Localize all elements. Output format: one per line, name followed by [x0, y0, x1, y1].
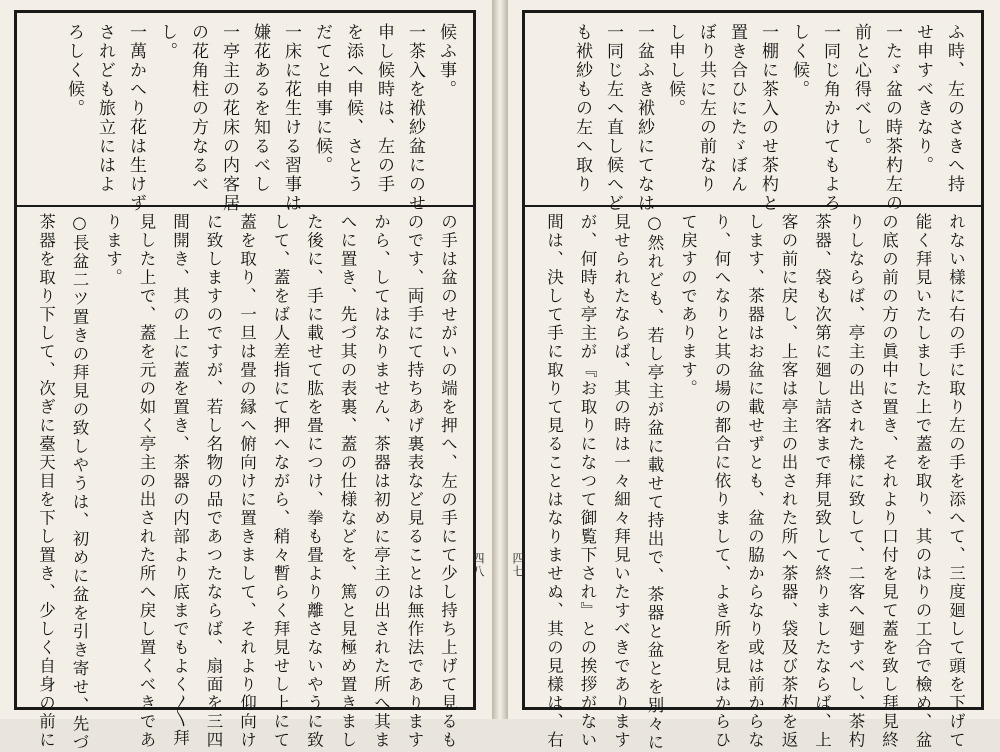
left-bottom-column: ○長盆二ツ置きの拜見の致しやうは、初めに盆を引き寄せ、先づ [70, 213, 89, 752]
right-bottom-column: ○然れども、若し亭主が盆に載せて持出で、茶器と盆とを別々に [645, 213, 664, 752]
right-bottom-column: 茶器、袋も次第に廻し詰客まで拜見致して終りましたならば、上 [812, 213, 832, 750]
right-page-divider [525, 205, 981, 207]
left-top-column: 候ふ事。 [436, 23, 456, 99]
left-top-column: 一亭主の花床の内客居 [219, 23, 239, 213]
left-bottom-column: の手は盆のせがいの端を押へ、左の手にて少し持ち上げて見るも [438, 213, 458, 750]
right-bottom-column: 間は、決して手に取りて見ることはなりませぬ、其の見樣は、右 [544, 213, 564, 750]
left-page [0, 0, 492, 752]
left-bottom-column: のです、両手にて持ちあげ裏表など見ることは無作法であります [405, 213, 424, 750]
left-top-column: だてと申事に候。 [312, 23, 332, 175]
left-top-column: を添へ申候、さとう [343, 23, 363, 194]
right-page [508, 0, 1000, 752]
left-top-column: 一萬かへり花は生けず [126, 23, 146, 213]
right-top-column: 一棚に茶入のせ茶杓と [758, 23, 778, 213]
right-top-column: 一同じ角かけてもよろ [820, 23, 840, 213]
left-top-column: 一床に花生ける習事は [281, 23, 301, 213]
right-bottom-column: 見せられたならば、其の時は一々細々拜見いたすべきであります [611, 213, 631, 750]
right-top-column: しく候。 [789, 23, 809, 99]
left-top-column: の花角柱の方なるべ [188, 23, 208, 194]
right-bottom-column: します、茶器はお盆に載せずとも、盆の脇からなり或は前からな [745, 213, 765, 750]
right-page-number: 四七 [511, 552, 525, 578]
right-top-column: 置き合ひにたゞぼん [727, 23, 747, 194]
right-bottom-column: 能く拜見いたしました上で蓋を取り、其のはりの工合で檢め、盆 [913, 213, 932, 750]
right-top-column: 前と心得べし。 [851, 23, 871, 156]
left-page-number: 四八 [471, 552, 485, 578]
right-bottom-column: の底の前の方の眞中に置き、それより口付を見て蓋を致し拜見終 [879, 213, 899, 750]
left-bottom-column: 茶器を取り下して、次ぎに臺天目を下し置き、少しく自身の前に [36, 213, 56, 750]
left-bottom-column: た後に、手に載せて肱を畳につけ、拳も畳より離さないやうに致 [304, 213, 324, 750]
left-bottom-column: ります。 [103, 213, 123, 287]
right-top-column: 一盆ふき袱紗にてなは [634, 23, 654, 213]
right-page-frame [522, 10, 984, 752]
left-bottom-column: へに置き、先づ其の表裏、蓋の仕様などを、篤と見極め置きまし [338, 213, 357, 750]
right-top-column: も袱紗もの左へ取り [572, 23, 592, 194]
left-bottom-column: から、してはなりません、茶器は初めに亭主の出された所へ其ま [371, 213, 391, 750]
right-top-column: 一たゞ盆の時茶杓左の [882, 23, 902, 213]
book-gutter [492, 0, 508, 719]
left-top-column: されども旅立にはよ [95, 23, 115, 194]
left-page-frame [14, 10, 476, 752]
right-top-column: し申し候。 [665, 23, 685, 118]
right-top-column: ふ時、左のさきへ持 [944, 23, 964, 194]
left-bottom-column: 見した上で、蓋を元の如く亭主の出された所へ戻し置くべきであ [137, 213, 156, 750]
right-top-column: 一同じ左へ直し候へど [603, 23, 623, 213]
left-top-column: 嫌花あるを知るべし [250, 23, 270, 194]
left-top-column: 一茶入を袱紗盆にのせ [405, 23, 425, 213]
right-top-column: せ申すべきなり。 [913, 23, 933, 175]
right-bottom-column: 客の前に戻し、上客は亭主の出された所へ茶器、袋及び茶杓を返 [779, 213, 798, 750]
left-top-column: ろしく候。 [64, 23, 84, 118]
right-bottom-column: て戻すのであります。 [678, 213, 698, 398]
left-top-column: し。 [157, 23, 177, 61]
left-bottom-column: して、蓋をば人差指にて押へながら、稍々暫らく拜見せし上にて [271, 213, 290, 750]
right-bottom-column: りしならば、亭主の出された樣に致して、二客へ廻すべし、茶杓 [846, 213, 865, 750]
right-bottom-column: が、何時も亭主が『お取りになつて御覧下され』との挨拶がない [578, 213, 597, 750]
left-bottom-column: 蓋を取り、一旦は畳の縁へ俯向けに置きまして、それより仰向け [237, 213, 257, 750]
left-top-column: 申し候時は、左の手 [374, 23, 394, 194]
right-bottom-column: れない樣に右の手に取り左の手を添へて、三度廻して頭を下げて [946, 213, 966, 750]
right-bottom-column: り、何へなりと其の場の都合に依りまして、よき所を見はからひ [712, 213, 731, 750]
left-bottom-column: 間開き、其の上に蓋を置き、茶器の内部より底までもよく〳〵拜 [170, 213, 190, 748]
right-top-column: ぼり共に左の前なり [696, 23, 716, 194]
left-bottom-column: に致しますのですが、若し名物の品であつたならば、扇面を三四 [204, 213, 223, 750]
